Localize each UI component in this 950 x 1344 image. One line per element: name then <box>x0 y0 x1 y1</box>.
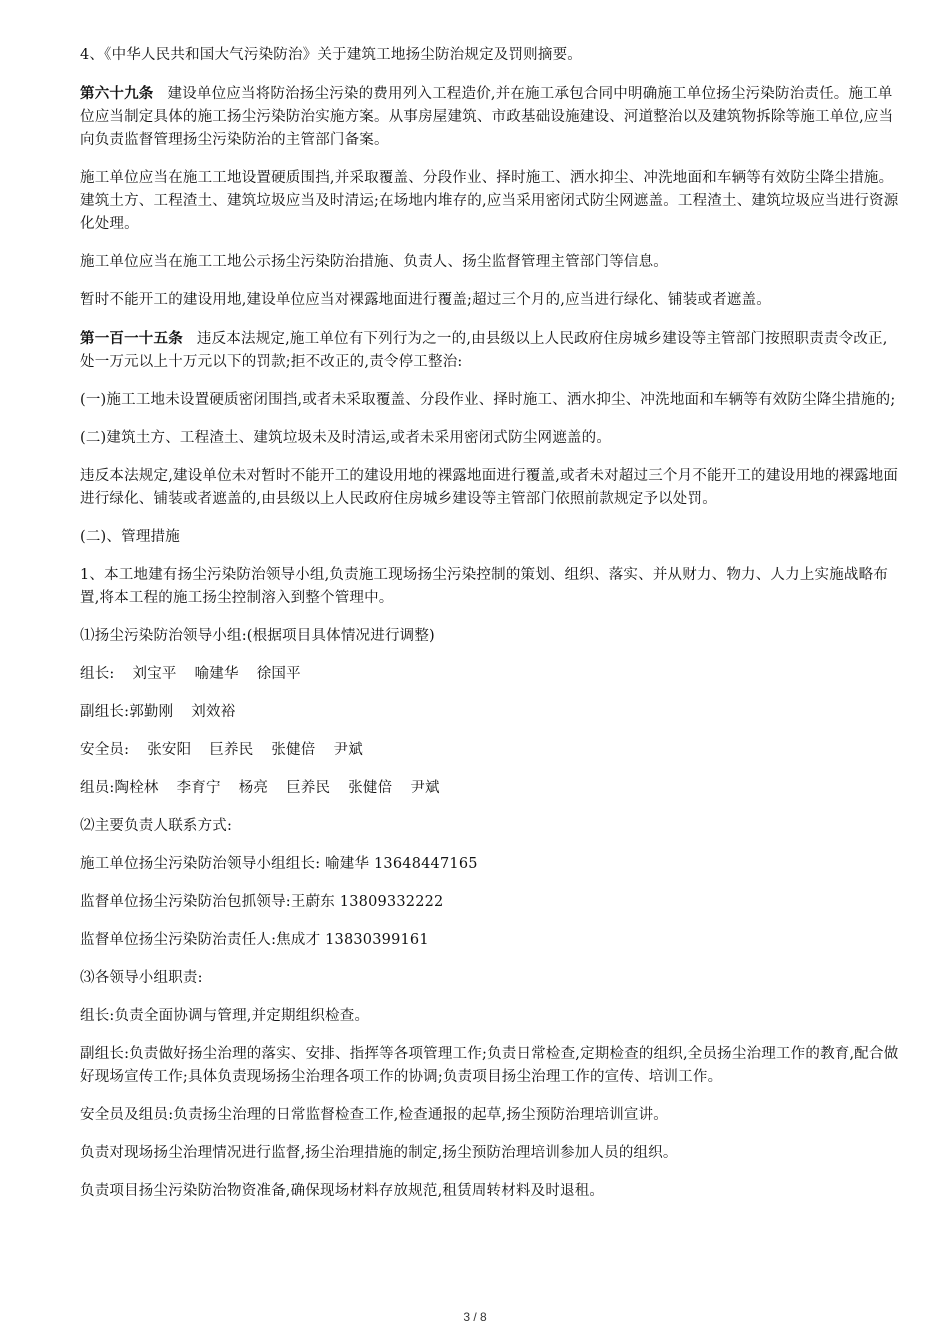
paragraph-4: 施工单位应当在施工工地公示扬尘污染防治措施、负责人、扬尘监督管理主管部门等信息。 <box>80 254 668 270</box>
document-body <box>80 44 902 1218</box>
paragraph-11: 1、本工地建有扬尘污染防治领导小组,负责施工现场扬尘污染控制的策划、组织、落实、并从财力、物力、人力上实施战略布置,将本工程的施工扬尘控制溶入到整个管理中。 <box>80 567 889 606</box>
group-leader-label: 组长: <box>80 666 115 682</box>
clause-1: (一)施工工地未设置硬质密闭围挡,或者未采取覆盖、分段作业、择时施工、洒水抑尘、冲洗地面和车辆等有效防尘降尘措施的; <box>80 392 896 408</box>
duty-deputy-leader: 副组长:负责做好扬尘治理的落实、安排、指挥等各项管理工作;负责日常检查,定期检查的组织,全员扬尘治理工作的教育,配合做好现场宣传工作;具体负责现场扬尘治理各项工作的协调;负责项目扬尘治理工作的宣传、培训工作。 <box>80 1046 899 1085</box>
paragraph-1: 4、《中华人民共和国大气污染防治》关于建筑工地扬尘防治规定及罚则摘要。 <box>80 47 582 63</box>
page-number: 3 / 8 <box>463 1310 487 1324</box>
article-115-body: 违反本法规定,施工单位有下列行为之一的,由县级以上人民政府住房城乡建设等主管部门按照职责责令改正,处一万元以上十万元以下的罚款;拒不改正的,责令停工整治: <box>80 331 888 370</box>
duty-materials: 负责项目扬尘污染防治物资准备,确保现场材料存放规范,租赁周转材料及时退租。 <box>80 1183 605 1199</box>
article-69-heading: 第六十九条 <box>80 85 154 102</box>
leadership-group-heading: ⑴扬尘污染防治领导小组:(根据项目具体情况进行调整) <box>80 628 435 644</box>
article-69-body: 建设单位应当将防治扬尘污染的费用列入工程造价,并在施工承包合同中明确施工单位扬尘污染防治责任。施工单位应当制定具体的施工扬尘污染防治实施方案。从事房屋建筑、市政基础设施建设、河道整治以及建筑物拆除等施工单位,应当向负责监督管理扬尘污染防治的主管部门备案。 <box>80 86 894 148</box>
safety-officer-name: 张健倍 <box>271 742 316 758</box>
duty-safety-members: 安全员及组员:负责扬尘治理的日常监督检查工作,检查通报的起草,扬尘预防治理培训宣讲。 <box>80 1107 668 1123</box>
deputy-leader-label: 副组长: <box>80 704 130 720</box>
article-69 <box>80 82 902 152</box>
duty-supervision: 负责对现场扬尘治理情况进行监督,扬尘治理措施的制定,扬尘预防治理培训参加人员的组织。 <box>80 1145 678 1161</box>
contact-construction-leader: 施工单位扬尘污染防治领导小组组长: 喻建华 13648447165 <box>80 856 478 872</box>
member-name: 巨养民 <box>286 780 331 796</box>
member-name: 张健倍 <box>348 780 393 796</box>
safety-officer-name: 张安阳 <box>147 742 192 758</box>
group-leader-name: 刘宝平 <box>132 666 177 682</box>
contacts-heading: ⑵主要负责人联系方式: <box>80 818 233 834</box>
duties-heading: ⑶各领导小组职责: <box>80 970 203 986</box>
paragraph-5: 暂时不能开工的建设用地,建设单位应当对裸露地面进行覆盖;超过三个月的,应当进行绿化、铺装或者遮盖。 <box>80 292 771 308</box>
member-line <box>80 777 902 800</box>
deputy-leader-name: 郭勤刚 <box>129 704 174 720</box>
member-name: 杨亮 <box>238 780 269 796</box>
member-name: 陶栓林 <box>114 780 159 796</box>
safety-officer-name: 尹斌 <box>333 742 363 758</box>
group-leader-line <box>80 663 902 686</box>
paragraph-3: 施工单位应当在施工工地设置硬质围挡,并采取覆盖、分段作业、择时施工、洒水抑尘、冲洗地面和车辆等有效防尘降尘措施。建筑土方、工程渣土、建筑垃圾应当及时清运;在场地内堆存的,应当采用密闭式防尘网遮盖。工程渣土、建筑垃圾应当进行资源化处理。 <box>80 170 899 232</box>
clause-2: (二)建筑土方、工程渣土、建筑垃圾未及时清运,或者未采用密闭式防尘网遮盖的。 <box>80 430 612 446</box>
member-label: 组员: <box>80 780 115 796</box>
article-115-heading: 第一百一十五条 <box>80 330 183 347</box>
article-115 <box>80 327 902 374</box>
deputy-leader-name: 刘效裕 <box>191 704 236 720</box>
member-name: 李育宁 <box>176 780 221 796</box>
safety-officer-label: 安全员: <box>80 742 130 758</box>
paragraph-9: 违反本法规定,建设单位未对暂时不能开工的建设用地的裸露地面进行覆盖,或者未对超过三个月不能开工的建设用地的裸露地面进行绿化、铺装或者遮盖的,由县级以上人民政府住房城乡建设等主管部门依照前款规定予以处罚。 <box>80 468 899 507</box>
contact-supervision-responsible: 监督单位扬尘污染防治责任人:焦成才 13830399161 <box>80 932 429 948</box>
safety-officer-name: 巨养民 <box>209 742 254 758</box>
contact-supervision-leader: 监督单位扬尘污染防治包抓领导:王蔚东 13809332222 <box>80 894 444 910</box>
group-leader-name: 喻建华 <box>194 666 239 682</box>
safety-officer-line <box>80 739 902 762</box>
deputy-leader-line <box>80 701 902 724</box>
member-name: 尹斌 <box>410 780 440 796</box>
section-heading-management: (二)、管理措施 <box>80 529 180 545</box>
duty-leader: 组长:负责全面协调与管理,并定期组织检查。 <box>80 1008 370 1024</box>
group-leader-name: 徐国平 <box>256 666 301 682</box>
